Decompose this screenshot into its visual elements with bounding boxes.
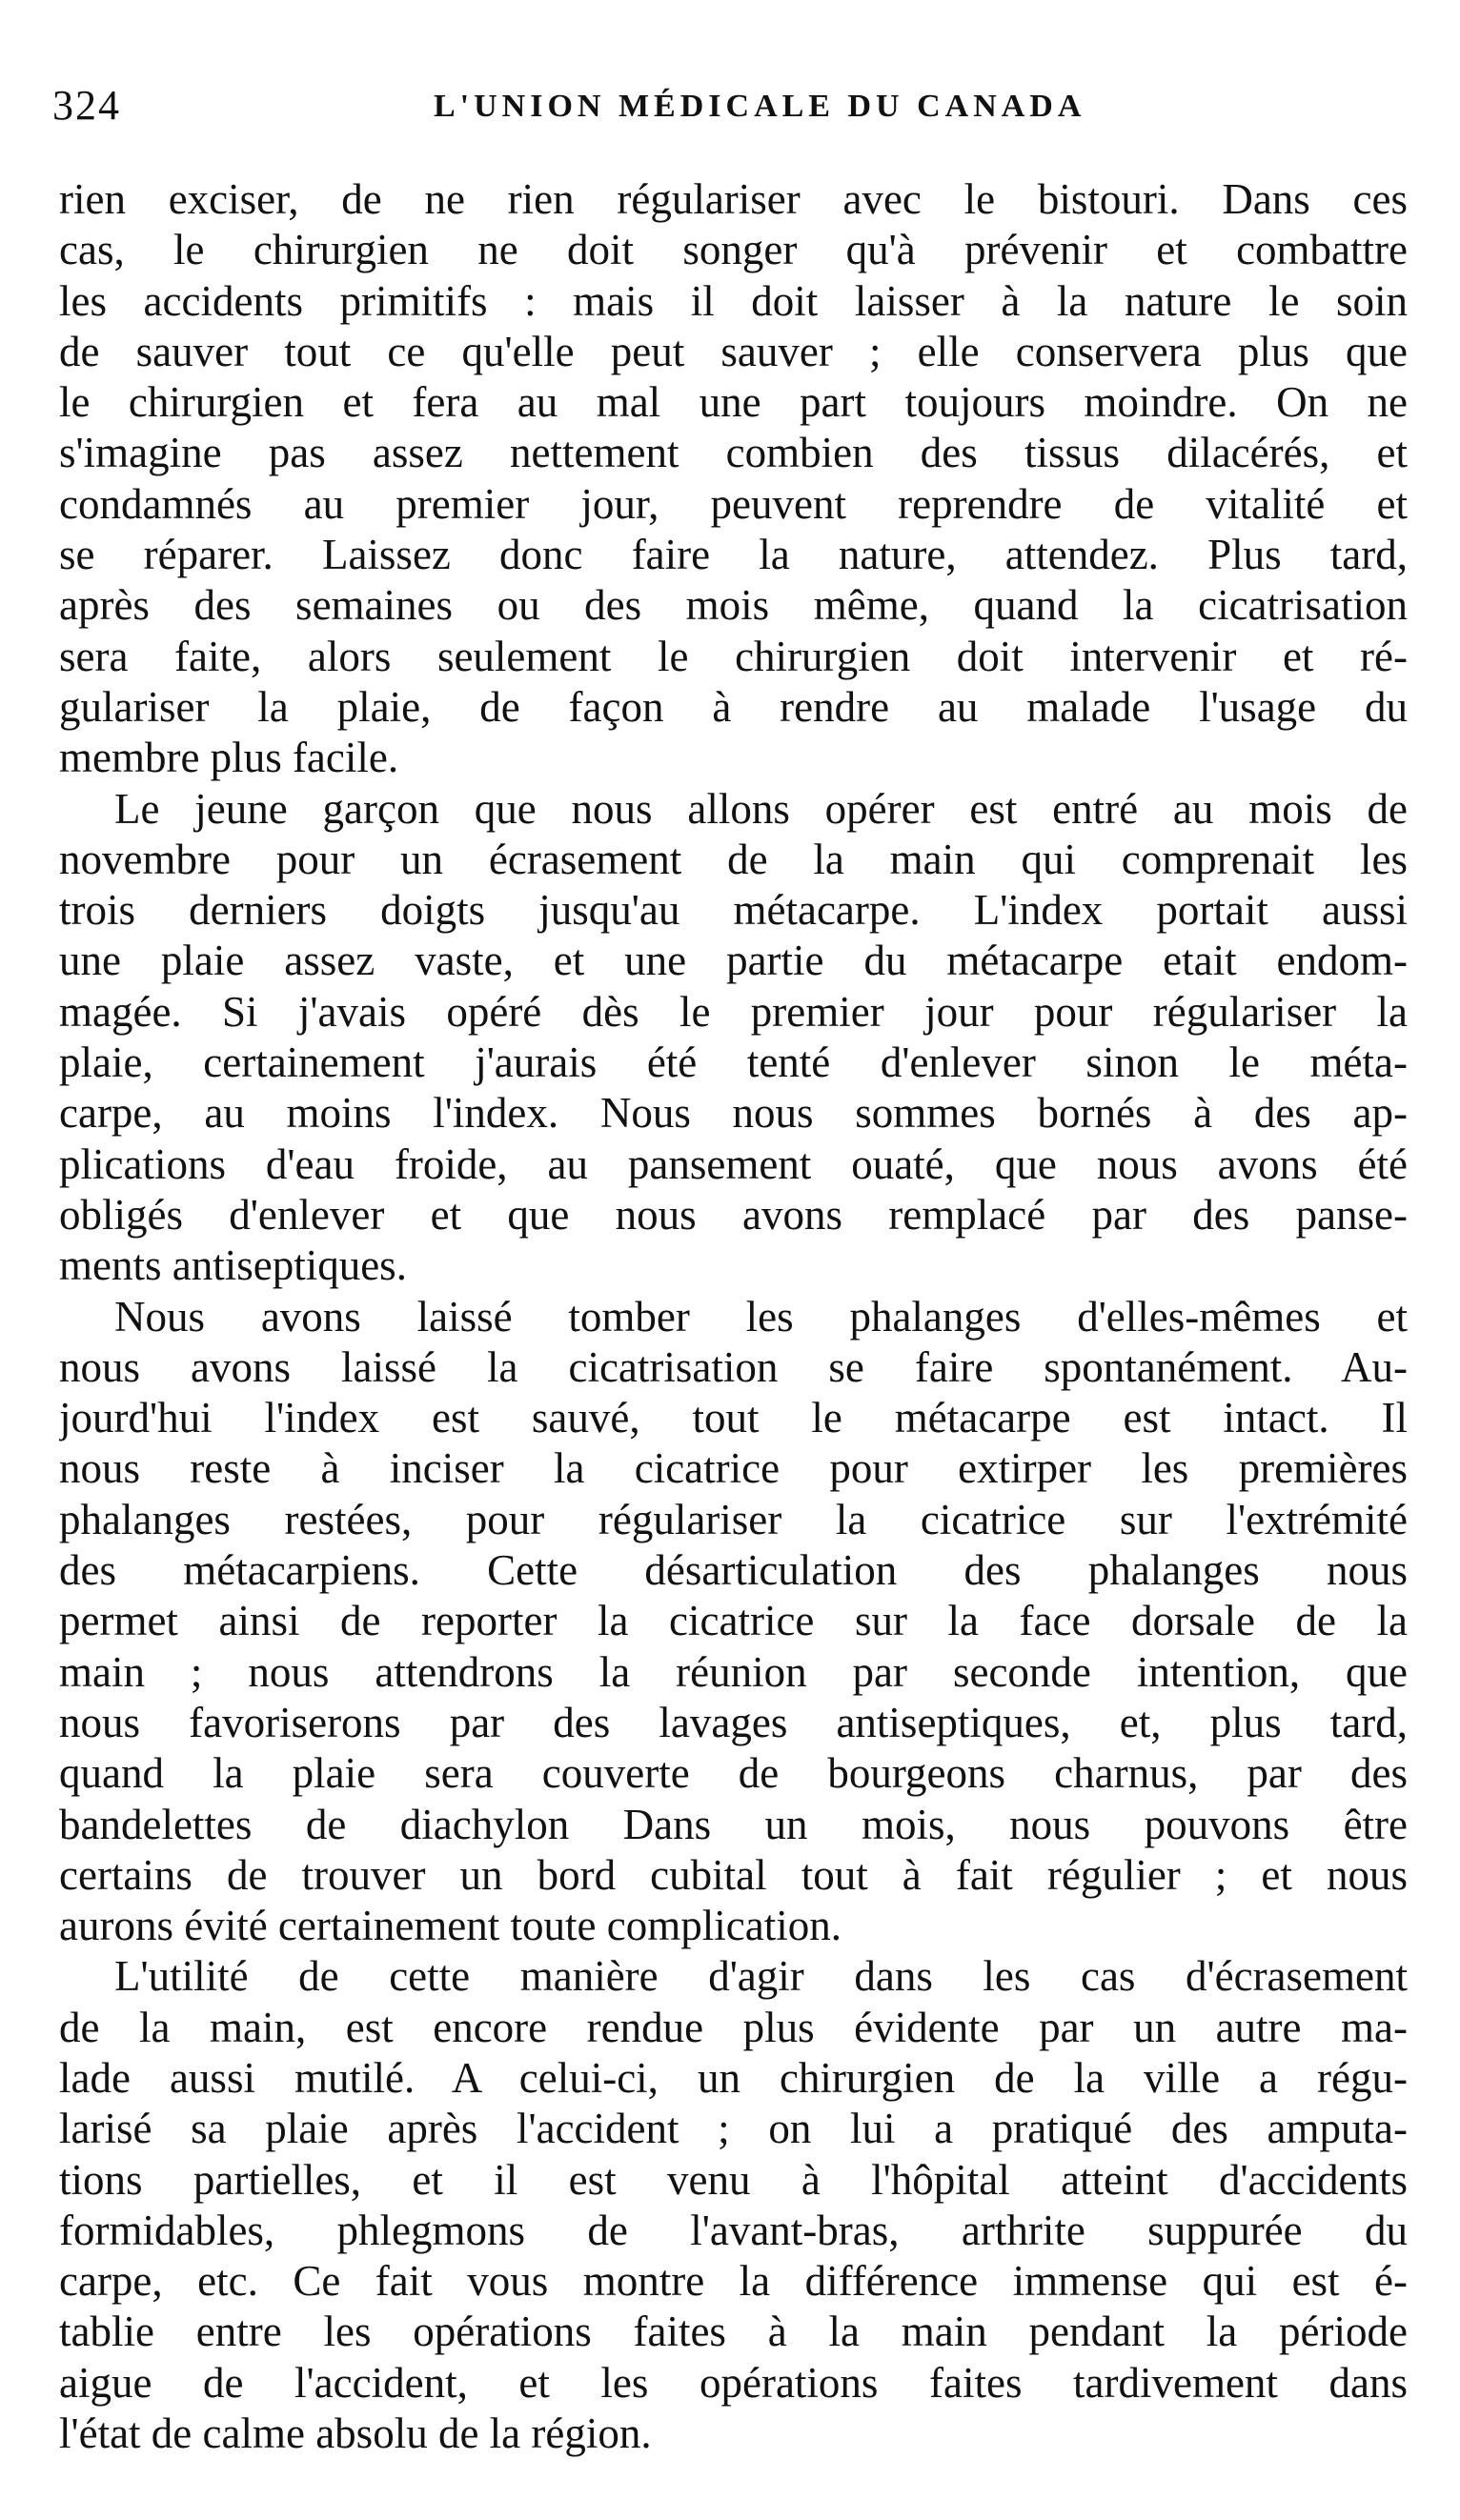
- text-line: ments antiseptiques.: [59, 1241, 407, 1290]
- text-line: de la main, est encore rendue plus évidente par un autre ma-: [59, 2003, 1408, 2051]
- text-line: jourd'hui l'index est sauvé, tout le métacarpe est intact. Il: [59, 1394, 1408, 1442]
- text-line: le chirurgien et fera au mal une part toujours moindre. On ne: [59, 378, 1408, 427]
- text-line: larisé sa plaie après l'accident ; on lui a pratiqué des amputa-: [59, 2105, 1408, 2153]
- text-line: sera faite, alors seulement le chirurgien doit intervenir et ré-: [59, 632, 1408, 680]
- text-line: permet ainsi de reporter la cicatrice sur la face dorsale de la: [59, 1597, 1408, 1645]
- text-line: gulariser la plaie, de façon à rendre au malade l'usage du: [59, 682, 1408, 731]
- text-line: une plaie assez vaste, et une partie du métacarpe etait endom-: [59, 937, 1408, 985]
- text-line: l'état de calme absolu de la région.: [59, 2409, 652, 2458]
- text-line: se réparer. Laissez donc faire la nature, attendez. Plus tard,: [59, 531, 1408, 579]
- text-line: L'utilité de cette manière d'agir dans les cas d'écrasement: [114, 1952, 1408, 2001]
- text-line: de sauver tout ce qu'elle peut sauver ; elle conservera plus que: [59, 327, 1408, 375]
- text-line: Le jeune garçon que nous allons opérer est entré au mois de: [114, 784, 1408, 833]
- text-line: rien exciser, de ne rien régulariser avec le bistouri. Dans ces: [59, 175, 1408, 223]
- text-line: tions partielles, et il est venu à l'hôpital atteint d'accidents: [59, 2155, 1408, 2204]
- text-line: carpe, etc. Ce fait vous montre la différence immense qui est é-: [59, 2257, 1408, 2306]
- running-header: [52, 81, 1425, 138]
- text-line: plaie, certainement j'aurais été tenté d'enlever sinon le méta-: [59, 1038, 1408, 1087]
- text-line: cas, le chirurgien ne doit songer qu'à prévenir et combattre: [59, 226, 1408, 274]
- text-line: s'imagine pas assez nettement combien des tissus dilacérés, et: [59, 429, 1408, 477]
- text-line: nous avons laissé la cicatrisation se faire spontanément. Au-: [59, 1342, 1408, 1391]
- text-line: après des semaines ou des mois même, quand la cicatrisation: [59, 581, 1408, 630]
- text-line: aigue de l'accident, et les opérations faites tardivement dans: [59, 2358, 1408, 2407]
- text-line: magée. Si j'avais opéré dès le premier jour pour régulariser la: [59, 987, 1408, 1036]
- text-line: lade aussi mutilé. A celui-ci, un chirurgien de la ville a régu-: [59, 2053, 1408, 2102]
- text-line: membre plus facile.: [59, 734, 399, 782]
- text-line: nous reste à inciser la cicatrice pour extirper les premières: [59, 1444, 1408, 1493]
- paragraph: [59, 784, 1408, 1292]
- text-line: plications d'eau froide, au pansement ouaté, que nous avons été: [59, 1139, 1408, 1188]
- text-line: Nous avons laissé tomber les phalanges d'elles-mêmes et: [114, 1292, 1408, 1341]
- page-number: 324: [52, 82, 121, 129]
- journal-title: L'UNION MÉDICALE DU CANADA: [434, 89, 1086, 124]
- text-line: des métacarpiens. Cette désarticulation des phalanges nous: [59, 1546, 1408, 1595]
- text-line: tablie entre les opérations faites à la main pendant la période: [59, 2308, 1408, 2356]
- text-line: phalanges restées, pour régulariser la cicatrice sur l'extrémité: [59, 1495, 1408, 1543]
- text-line: carpe, au moins l'index. Nous nous sommes bornés à des ap-: [59, 1089, 1408, 1138]
- paragraph: [59, 174, 1408, 784]
- text-line: obligés d'enlever et que nous avons remplacé par des panse-: [59, 1190, 1408, 1239]
- text-line: quand la plaie sera couverte de bourgeons charnus, par des: [59, 1749, 1408, 1798]
- text-line: condamnés au premier jour, peuvent reprendre de vitalité et: [59, 479, 1408, 528]
- text-line: main ; nous attendrons la réunion par seconde intention, que: [59, 1647, 1408, 1696]
- paragraph: [59, 1951, 1408, 2459]
- text-line: certains de trouver un bord cubital tout à fait régulier ; et nous: [59, 1850, 1408, 1899]
- paragraph: [59, 1292, 1408, 1952]
- article-body: [59, 174, 1408, 2459]
- text-line: nous favoriserons par des lavages antiseptiques, et, plus tard,: [59, 1698, 1408, 1746]
- text-line: aurons évité certainement toute complication.: [59, 1902, 842, 1950]
- text-line: formidables, phlegmons de l'avant-bras, arthrite suppurée du: [59, 2206, 1408, 2254]
- text-line: novembre pour un écrasement de la main qui comprenait les: [59, 835, 1408, 883]
- text-line: les accidents primitifs : mais il doit laisser à la nature le soin: [59, 276, 1408, 325]
- text-line: bandelettes de diachylon Dans un mois, nous pouvons être: [59, 1800, 1408, 1848]
- text-line: trois derniers doigts jusqu'au métacarpe. L'index portait aussi: [59, 886, 1408, 935]
